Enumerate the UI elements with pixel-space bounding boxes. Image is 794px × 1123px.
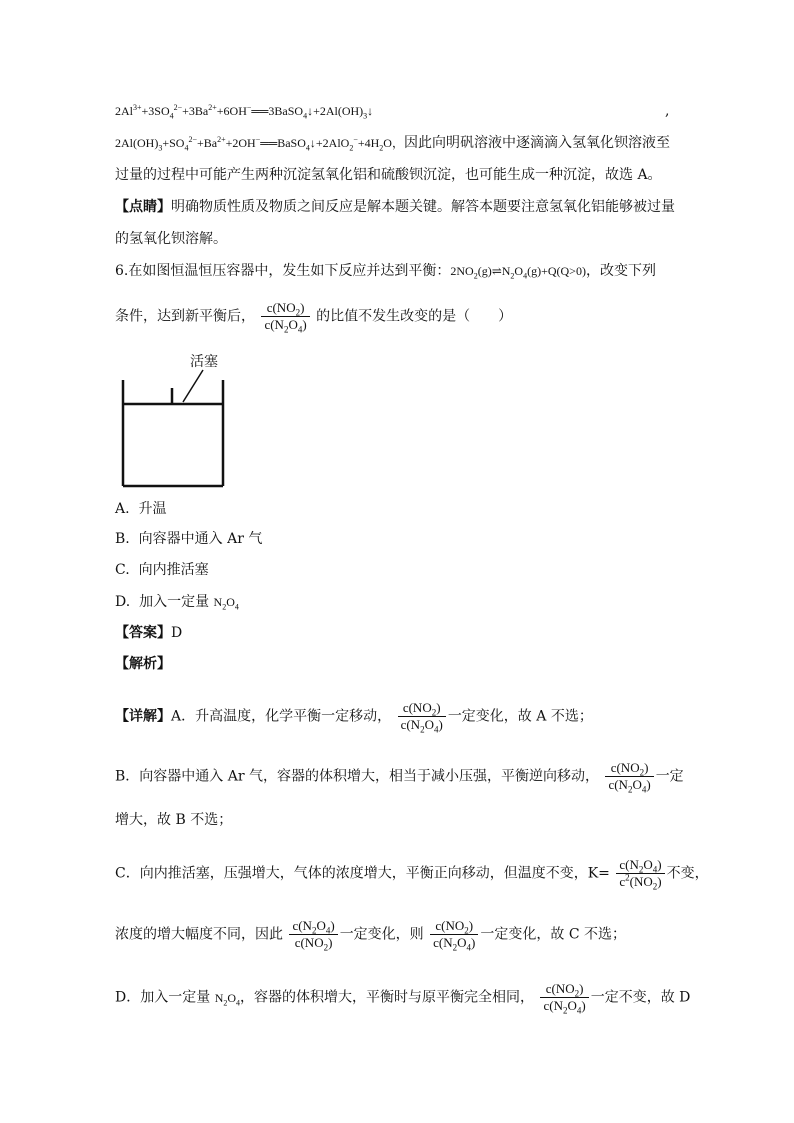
ratio-fraction: $\frac{c(NO_2)}{c(N_2O_4)}$ xyxy=(540,981,588,1014)
ratio-fraction: $\frac{c(NO_2)}{c(N_2O_4)}$ xyxy=(430,918,478,951)
ratio-fraction: $\frac{c(NO_2)}{c(N_2O_4)}$ xyxy=(605,760,653,793)
option-d: D. 加入一定量 $N_2O_4$ xyxy=(115,594,239,612)
detail-b-line-2: 增大，故 B 不选； xyxy=(115,812,233,828)
conclusion-line: 过量的过程中可能产生两种沉淀氢氧化铝和硫酸钡沉淀，也可能生成一种沉淀，故选 A。 xyxy=(115,167,662,183)
detail-c-line-1: C．向内推活塞，压强增大，气体的浓度增大，平衡正向移动，但温度不变，K= $\frac{c(N_2O_4)}{c^2(NO_2)}$ 不变， xyxy=(115,857,709,892)
detail-b-line-1: B．向容器中通入 Ar 气，容器的体积增大，相当于减小压强，平衡逆向移动， $\frac{c(NO_2)}{c(N_2O_4)}$ 一定 xyxy=(115,760,684,795)
equation-line-2: $2Al(OH)_3+SO_4^{2-}+Ba^{2+}+2OH^-══BaSO_4↓+2AlO_2^-+4H_2O$，因此向明矾溶液中逐滴滴入氢氧化钡溶液至 xyxy=(115,135,670,153)
analysis-label: 【解析】 xyxy=(115,656,171,672)
detail-d-line-1: D．加入一定量 $N_2O_4$，容器的体积增大，平衡时与原平衡完全相同， $\frac{c(NO_2)}{c(N_2O_4)}$ 一定不变，故 D xyxy=(115,981,691,1016)
option-c: C. 向内推活塞 xyxy=(115,562,209,578)
equation-line-1-comma: , xyxy=(665,103,670,119)
comment-line-2: 的氢氧化钡溶解。 xyxy=(115,231,227,247)
equation-line-1: $2Al^{3+}+3SO_4^{2-}+3Ba^{2+}+6OH^-══3BaSO_4↓+2Al(OH)_3↓$ xyxy=(115,103,374,121)
ratio-fraction: $\frac{c(NO_2)}{c(N_2O_4)}$ xyxy=(398,700,446,733)
option-a: A. 升温 xyxy=(115,501,167,517)
piston-container-diagram xyxy=(115,350,235,490)
answer-line: 【答案】D xyxy=(115,625,183,641)
comment-line-1: 【点睛】明确物质性质及物质之间反应是解本题关键。解答本题要注意氢氧化铝能够被过量 xyxy=(115,199,675,215)
ratio-fraction: $\frac{c(NO_2)}{c(N_2O_4)}$ xyxy=(261,300,309,333)
k-expression-fraction: $\frac{c(N_2O_4)}{c^2(NO_2)}$ xyxy=(616,857,664,890)
detail-a: 【详解】A．升高温度，化学平衡一定移动， $\frac{c(NO_2)}{c(N_2O_4)}$ 一定变化，故 A 不选； xyxy=(115,700,593,735)
option-b: B. 向容器中通入 Ar 气 xyxy=(115,531,263,547)
piston-label: 活塞 xyxy=(190,354,218,370)
detail-c-line-2: 浓度的增大幅度不同，因此 $\frac{c(N_2O_4)}{c(NO_2)}$ 一定变化，则 $\frac{c(NO_2)}{c(N_2O_4)}$ 一定变化，故 C 不选； xyxy=(115,918,626,953)
question-stem-line-2: 条件，达到新平衡后， $\frac{c(NO_2)}{c(N_2O_4)}$ 的比值不发生改变的是（ ） xyxy=(115,300,513,335)
question-stem-line-1: 6.在如图恒温恒压容器中，发生如下反应并达到平衡：$2NO_2(g)\rightleftharpoons N_2O_4(g)+Q(Q>0)$，改变下列 xyxy=(115,263,656,281)
inverse-ratio-fraction: $\frac{c(N_2O_4)}{c(NO_2)}$ xyxy=(289,918,337,951)
